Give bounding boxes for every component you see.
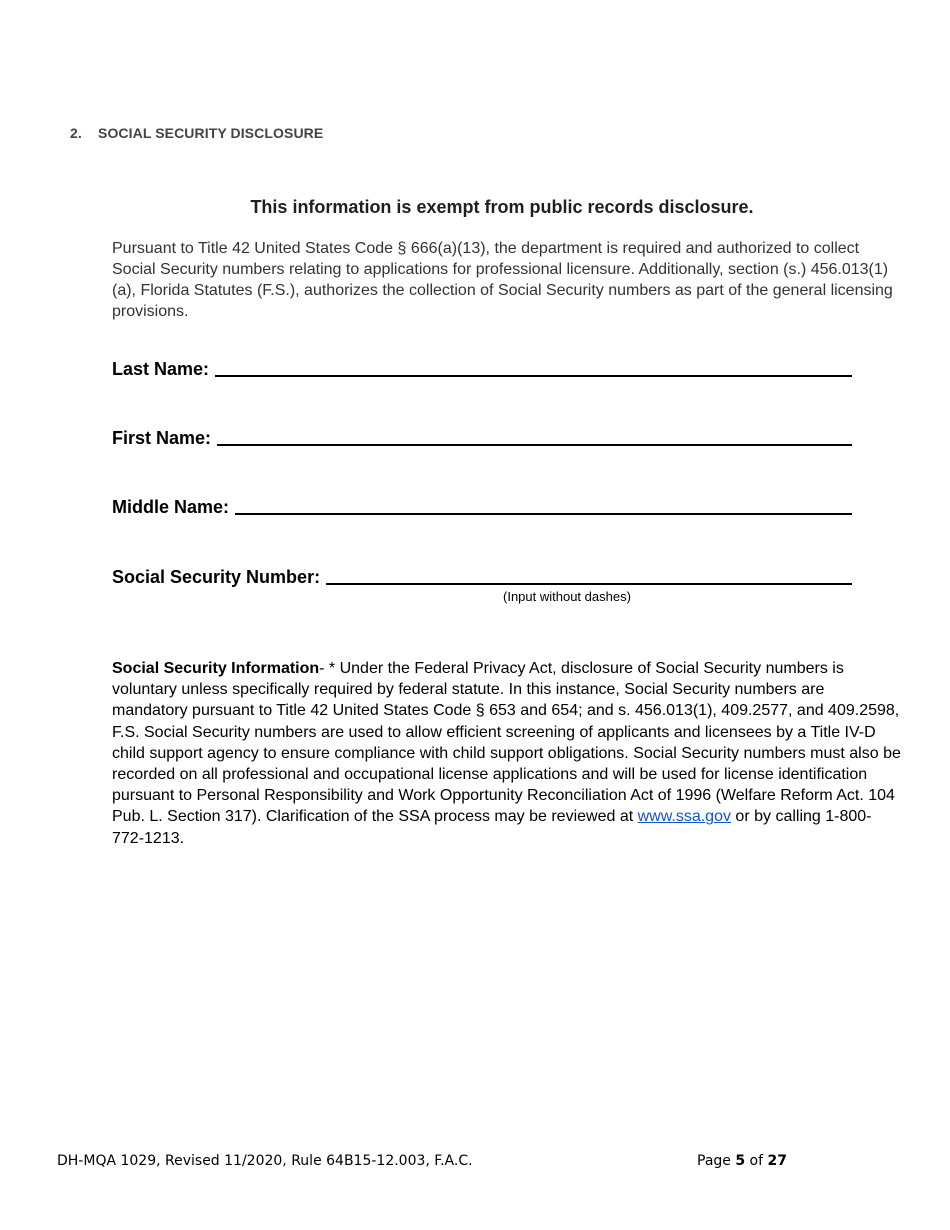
- middle-name-label: Middle Name:: [112, 497, 230, 517]
- intro-paragraph: Pursuant to Title 42 United States Code § 666(a)(13), the department is required and authorized to collect Social Security numbers relating to applications for professional licensure. Additionally, section (s.) 456.013(1)(a), Florida Statutes (F.S.), authorizes the collection of Social Security numbers as part of the general licensing provisions.: [112, 240, 893, 320]
- page-prefix: Page: [697, 1153, 736, 1169]
- ssn-field[interactable]: [112, 566, 852, 588]
- section-heading: [70, 125, 323, 141]
- ssn-info-lead: Social Security Information: [112, 660, 320, 677]
- last-name-label: Last Name:: [112, 359, 210, 379]
- last-name-field[interactable]: [112, 358, 852, 380]
- last-name-input-line[interactable]: [215, 375, 852, 377]
- first-name-input-line[interactable]: [217, 444, 852, 446]
- footer-page-number: [697, 1153, 787, 1169]
- section-number: 2.: [70, 125, 82, 141]
- ssn-info-tail: or by calling 1-800-772-1213.: [112, 808, 872, 847]
- first-name-field[interactable]: [112, 427, 852, 449]
- middle-name-input-line[interactable]: [235, 513, 852, 515]
- page-total: 27: [767, 1153, 787, 1169]
- ssn-label: Social Security Number:: [112, 567, 321, 587]
- middle-name-field[interactable]: [112, 496, 852, 518]
- page-current: 5: [735, 1153, 746, 1169]
- ssn-info-paragraph: [112, 658, 902, 849]
- footer-form-id: DH-MQA 1029, Revised 11/2020, Rule 64B15-12.003, F.A.C.: [57, 1153, 473, 1169]
- ssn-hint: (Input without dashes): [503, 589, 631, 604]
- exempt-notice: This information is exempt from public records disclosure.: [250, 197, 754, 217]
- ssn-info-body: - * Under the Federal Privacy Act, disclosure of Social Security numbers is voluntary unless specifically required by federal statute. In this instance, Social Security numbers are mandatory pursuant to Title 42 United States Code § 653 and 654; and s. 456.013(1), 409.2577, and 409.2598, F.S. Social Security numbers are used to allow efficient screening of applicants and licensees by a Title IV-D child support agency to ensure compliance with child support obligations. Social Security numbers must also be recorded on all professional and occupational license applications and will be used for license identification pursuant to Personal Responsibility and Work Opportunity Reconciliation Act of 1996 (Welfare Reform Act. 104 Pub. L. Section 317). Clarification of the SSA process may be reviewed at: [112, 660, 901, 826]
- ssa-link[interactable]: www.ssa.gov: [637, 808, 731, 826]
- ssn-input-line[interactable]: [326, 583, 852, 585]
- page-of: of: [745, 1153, 768, 1169]
- first-name-label: First Name:: [112, 428, 212, 448]
- section-title: SOCIAL SECURITY DISCLOSURE: [98, 125, 324, 141]
